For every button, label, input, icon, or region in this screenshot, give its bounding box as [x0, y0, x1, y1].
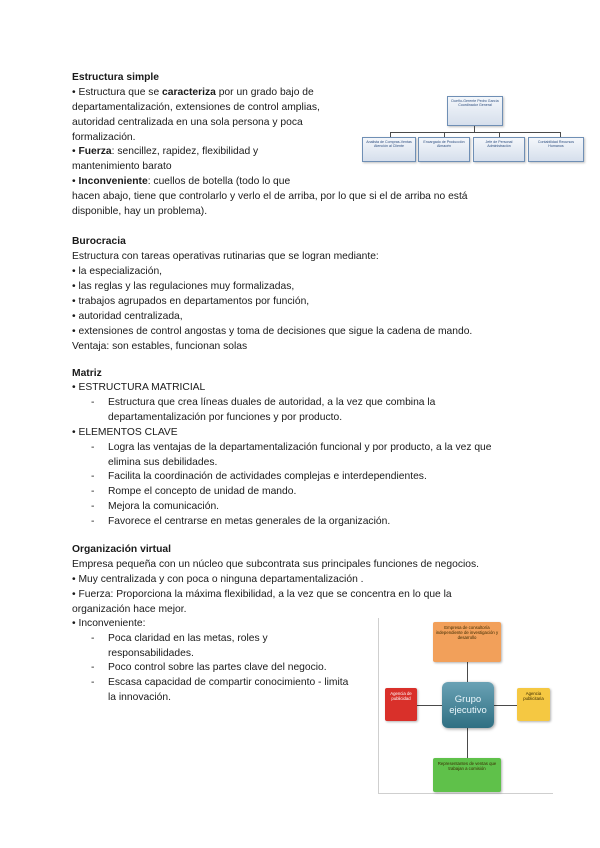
bullet-dash: -	[91, 633, 95, 644]
matriz-line-1: • ESTRUCTURA MATRICIAL	[72, 382, 206, 393]
org-chart-box-4: Contabilidad Recursos Humanos	[528, 137, 584, 162]
section-title-burocracia: Burocracia	[72, 236, 126, 247]
matriz-line-3: departamentalización por funciones y por producto.	[108, 412, 343, 423]
matriz-line-8: Rompe el concepto de unidad de mando.	[108, 486, 297, 497]
virtual-box-publicidad: Agencia de publicidad	[385, 688, 417, 721]
virtual-line-1: Empresa pequeña con un núcleo que subcontrata sus principales funciones de negocios.	[72, 559, 479, 570]
simple-line-2: departamentalización, extensiones de control amplias,	[72, 102, 320, 113]
bullet-dash: -	[91, 397, 95, 408]
virtual-line-3: • Fuerza: Proporciona la máxima flexibilidad, a la vez que se concentra en lo que la	[72, 589, 452, 600]
virtual-line-8: Poco control sobre las partes clave del negocio.	[108, 662, 327, 673]
bullet-dash: -	[91, 501, 95, 512]
org-chart-box-3: Jefe de Personal Administración	[473, 137, 525, 162]
simple-line-8: hacen abajo, tiene que controlarlo y verlo el de arriba, por lo que si el de arriba no está	[72, 191, 468, 202]
org-chart-box-2: Encargado de Producción Almacén	[418, 137, 470, 162]
bullet-dash: -	[91, 662, 95, 673]
simple-line-3: autoridad centralizada en una sola persona y poca	[72, 117, 303, 128]
bullet-dash: -	[91, 442, 95, 453]
virtual-box-consultoria: Empresa de consultoría independiente de investigación y desarrollo	[433, 622, 501, 662]
buro-line-3: • las reglas y las regulaciones muy formalizadas,	[72, 281, 295, 292]
buro-line-1: Estructura con tareas operativas rutinarias que se logran mediante:	[72, 251, 379, 262]
virtual-line-5: • Inconveniente:	[72, 618, 146, 629]
bullet-dash: -	[91, 486, 95, 497]
buro-line-5: • autoridad centralizada,	[72, 311, 183, 322]
simple-line-1: • Estructura que se caracteriza por un grado bajo de	[72, 87, 314, 98]
matriz-line-7: Facilita la coordinación de actividades complejas e interdependientes.	[108, 471, 427, 482]
matriz-line-6: elimina sus debilidades.	[108, 457, 218, 468]
matriz-line-2: Estructura que crea líneas duales de autoridad, a la vez que combina la	[108, 397, 436, 408]
section-title-matriz: Matriz	[72, 368, 102, 379]
virtual-line-9: Escasa capacidad de compartir conocimiento - limita	[108, 677, 349, 688]
matriz-line-9: Mejora la comunicación.	[108, 501, 220, 512]
virtual-box-grupo-ejecutivo: Grupo ejecutivo	[442, 682, 494, 728]
org-chart-box-1: Analista de Compras-Ventas Atención al Cliente	[362, 137, 416, 162]
simple-line-7: • Inconveniente: cuellos de botella (todo lo que	[72, 176, 291, 187]
buro-line-4: • trabajos agrupados en departamentos por función,	[72, 296, 310, 307]
simple-line-4: formalización.	[72, 132, 136, 143]
section-title-estructura-simple: Estructura simple	[72, 72, 159, 83]
virtual-box-ventas: Representantes de ventas que trabajan a comisión	[433, 758, 501, 792]
org-chart-top-box: Dueño-Gerente Pedro García Coordinador General	[447, 96, 503, 126]
virtual-line-7: responsabilidades.	[108, 648, 194, 659]
simple-line-5: • Fuerza: sencillez, rapidez, flexibilidad y	[72, 146, 259, 157]
virtual-line-6: Poca claridad en las metas, roles y	[108, 633, 268, 644]
matriz-line-4: • ELEMENTOS CLAVE	[72, 427, 178, 438]
bullet-dash: -	[91, 516, 95, 527]
bullet-dash: -	[91, 677, 95, 688]
simple-line-9: disponible, hay un problema).	[72, 206, 208, 217]
buro-line-7: Ventaja: son estables, funcionan solas	[72, 341, 248, 352]
org-connector	[390, 132, 560, 133]
buro-line-6: • extensiones de control angostas y toma de decisiones que sigue la cadena de mando.	[72, 326, 473, 337]
virtual-line-10: la innovación.	[108, 692, 171, 703]
virtual-line-4: organización hace mejor.	[72, 604, 187, 615]
matriz-line-5: Logra las ventajas de la departamentalización funcional y por producto, a la vez que	[108, 442, 492, 453]
bullet-dash: -	[91, 471, 95, 482]
virtual-box-agencia: Agencia publicitaria	[517, 688, 550, 721]
section-title-organizacion-virtual: Organización virtual	[72, 544, 171, 555]
simple-line-6: mantenimiento barato	[72, 161, 172, 172]
matriz-line-10: Favorece el centrarse en metas generales de la organización.	[108, 516, 391, 527]
virtual-line-2: • Muy centralizada y con poca o ninguna departamentalización .	[72, 574, 364, 585]
buro-line-2: • la especialización,	[72, 266, 163, 277]
